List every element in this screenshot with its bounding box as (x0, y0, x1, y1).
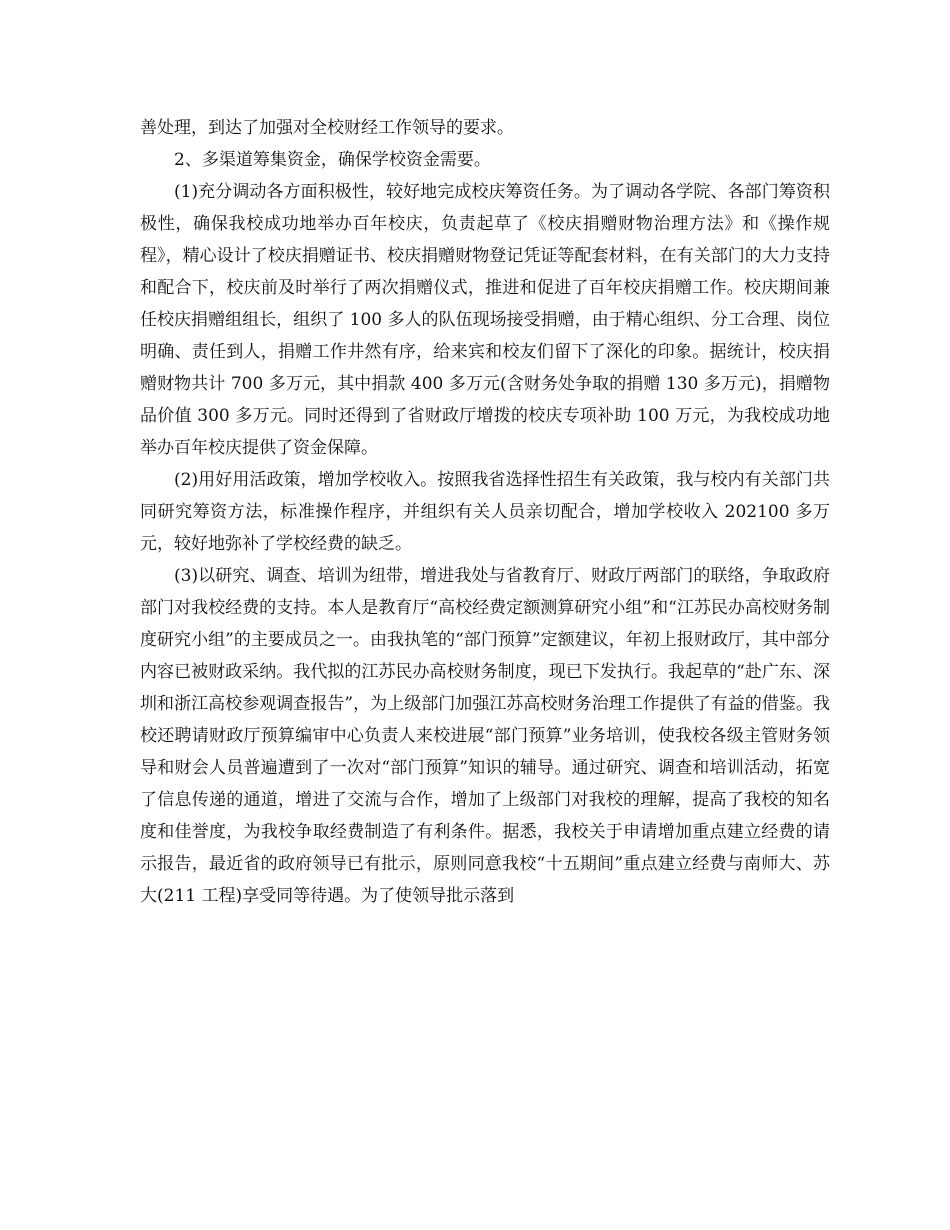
paragraph-item-3: (3)以研究、调查、培训为纽带，增进我处与省教育厅、财政厅两部门的联络，争取政府部门对我校经费的支持。本人是教育厅“高校经费定额测算研究小组”和“江苏民办高校财务制度研究小组”的主要成员之一。由我执笔的“部门预算”定额建议，年初上报财政厅，其中部分内容已被财政采纳。我代拟的江苏民办高校财务制度，现已下发执行。我起草的“赴广东、深圳和浙江高校参观调查报告”，为上级部门加强江苏高校财务治理工作提供了有益的借鉴。我校还聘请财政厅预算编审中心负责人来校进展“部门预算”业务培训，使我校各级主管财务领导和财会人员普遍遭到了一次对“部门预算”知识的辅导。通过研究、调查和培训活动，拓宽了信息传递的通道，增进了交流与合作，增加了上级部门对我校的理解，提高了我校的知名度和佳誉度，为我校争取经费制造了有利条件。据悉，我校关于申请增加重点建立经费的请示报告，最近省的政府领导已有批示，原则同意我校“十五期间”重点建立经费与南师大、苏大(211 工程)享受同等待遇。为了使领导批示落到 (140, 566, 830, 906)
paragraph-continuation: 善处理，到达了加强对全校财经工作领导的要求。 (140, 118, 514, 138)
paragraph-item-2: (2)用好用活政策，增加学校收入。按照我省选择性招生有关政策，我与校内有关部门共同研究筹资方法，标准操作程序，并组织有关人员亲切配合，增加学校收入 202100 多万元，较好地弥补了学校经费的缺乏。 (140, 470, 830, 554)
paragraph-item-1: (1)充分调动各方面积极性，较好地完成校庆筹资任务。为了调动各学院、各部门筹资积极性，确保我校成功地举办百年校庆，负责起草了《校庆捐赠财物治理方法》和《操作规程》，精心设计了校庆捐赠证书、校庆捐赠财物登记凭证等配套材料，在有关部门的大力支持和配合下，校庆前及时举行了两次捐赠仪式，推进和促进了百年校庆捐赠工作。校庆期间兼任校庆捐赠组组长，组织了 100 多人的队伍现场接受捐赠，由于精心组织、分工合理、岗位明确、责任到人，捐赠工作井然有序，给来宾和校友们留下了深化的印象。据统计，校庆捐赠财物共计 700 多万元，其中捐款 400 多万元(含财务处争取的捐赠 130 多万元)，捐赠物品价值 300 多万元。同时还得到了省财政厅增拨的校庆专项补助 100 万元，为我校成功地举办百年校庆提供了资金保障。 (140, 182, 830, 458)
document-body (140, 112, 830, 912)
paragraph-section-heading: 2、多渠道筹集资金，确保学校资金需要。 (174, 150, 491, 170)
